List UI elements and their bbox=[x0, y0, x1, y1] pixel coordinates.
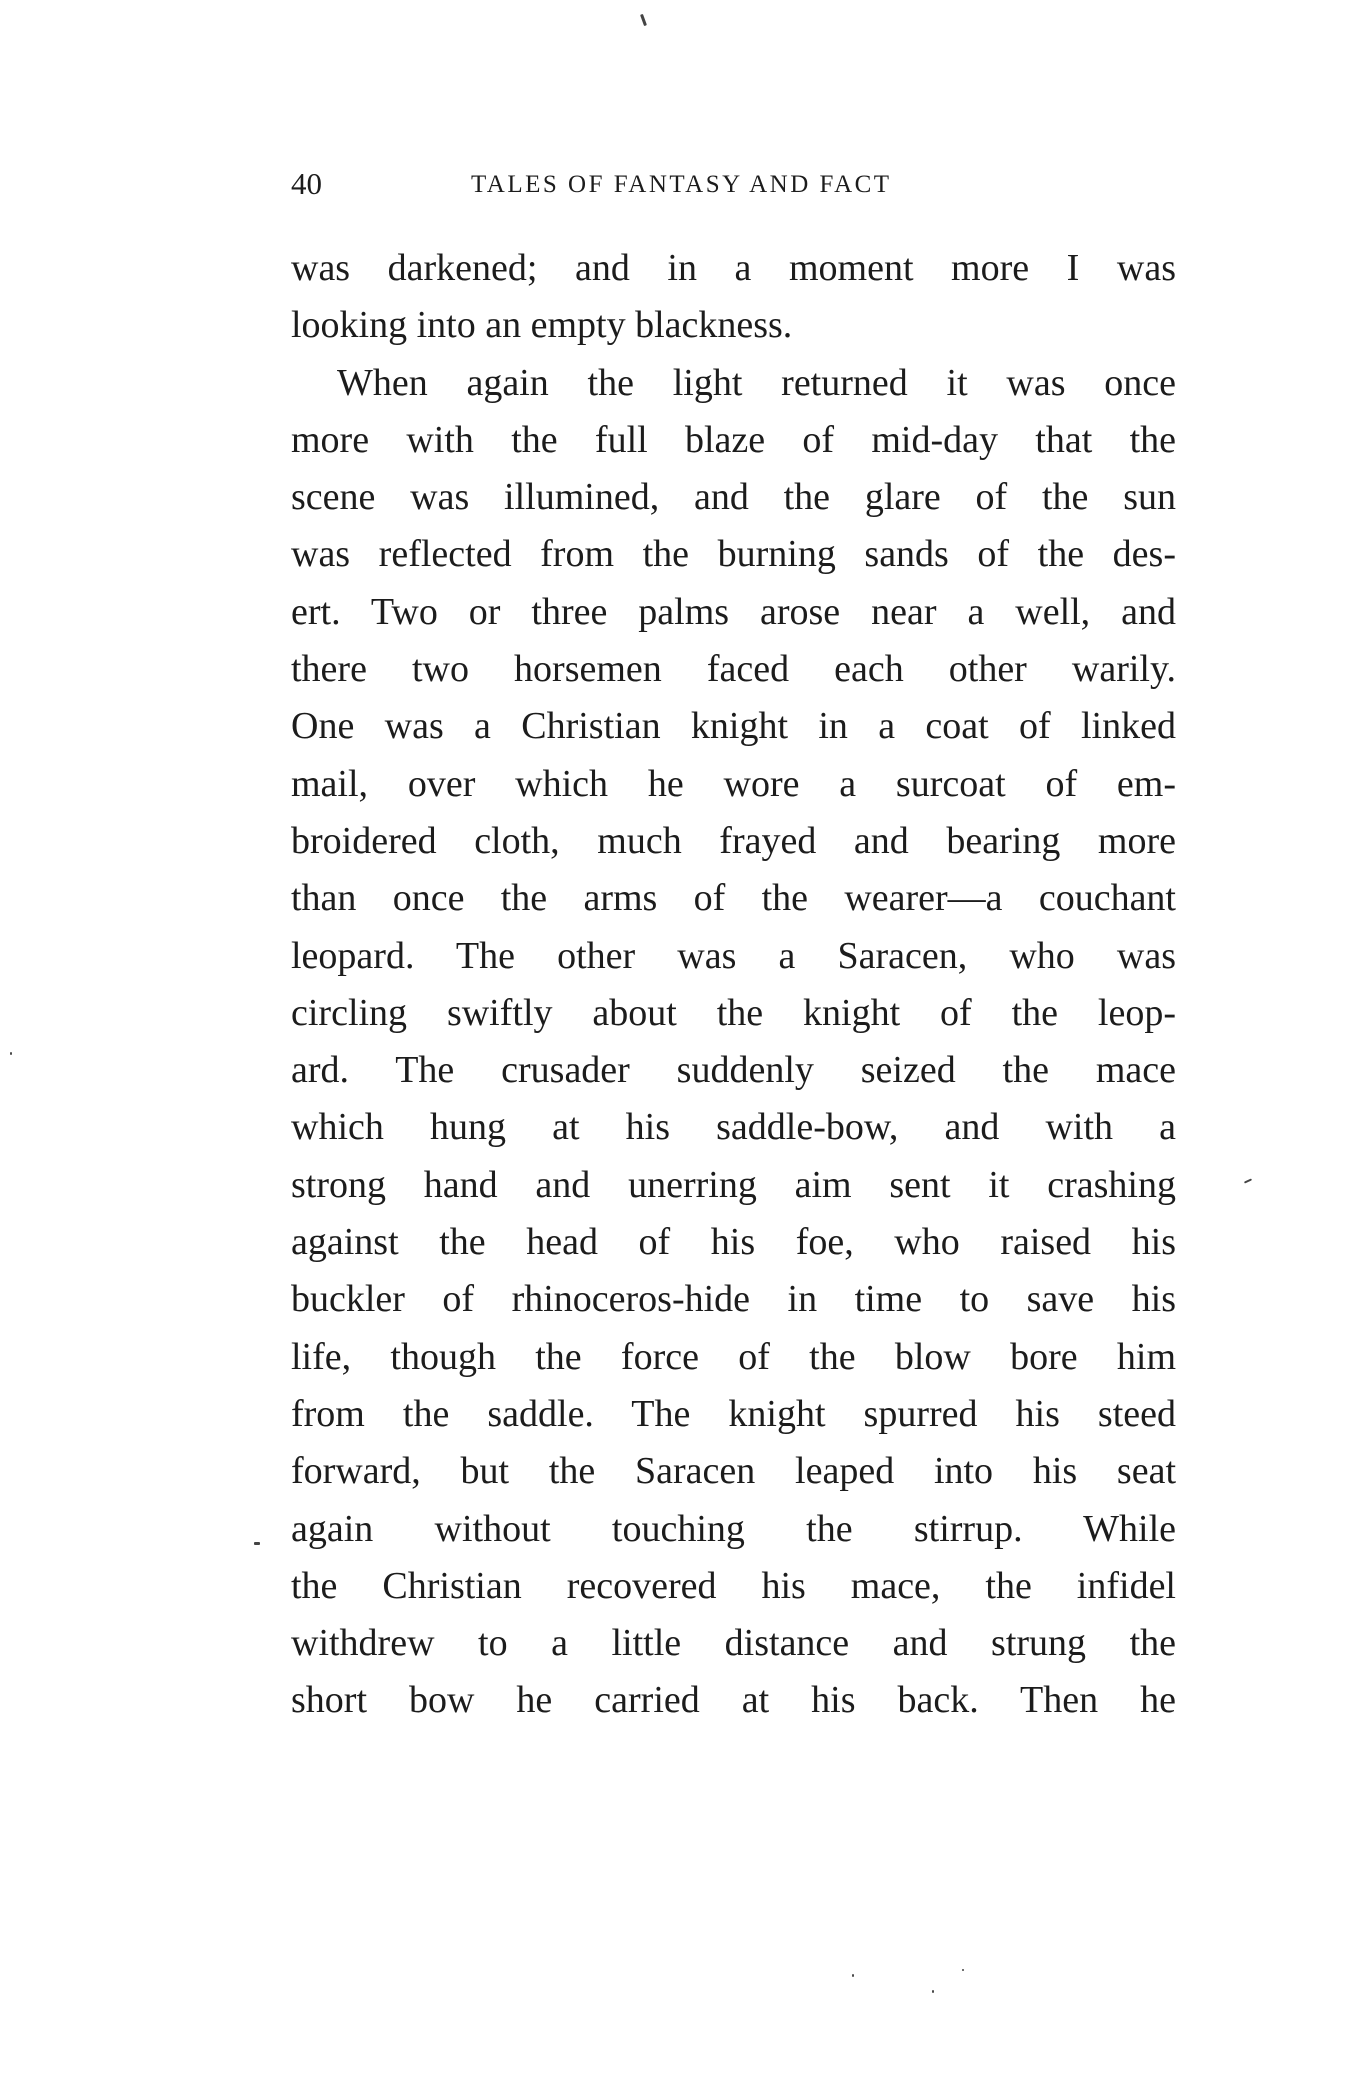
text-line: the Christian recovered his mace, the infidel bbox=[291, 1564, 1176, 1607]
running-title: TALES OF FANTASY AND FACT bbox=[471, 171, 892, 198]
running-head bbox=[291, 164, 1171, 208]
text-line: strong hand and unerring aim sent it crashing bbox=[291, 1163, 1176, 1206]
text-line: withdrew to a little distance and strung the bbox=[291, 1622, 1176, 1665]
text-line: against the head of his foe, who raised his bbox=[291, 1221, 1176, 1264]
text-line: was reflected from the burning sands of the des- bbox=[291, 533, 1176, 576]
text-line: from the saddle. The knight spurred his steed bbox=[291, 1392, 1176, 1435]
text-line: there two horsemen faced each other warily. bbox=[291, 648, 1176, 691]
text-line: ert. Two or three palms arose near a well, and bbox=[291, 590, 1176, 633]
text-line: scene was illumined, and the glare of the sun bbox=[291, 476, 1176, 519]
scan-speck bbox=[640, 14, 647, 26]
text-line: looking into an empty blackness. bbox=[291, 304, 793, 347]
paragraph-start-line: When again the light returned it was once bbox=[337, 361, 1176, 404]
scan-speck bbox=[962, 1969, 964, 1971]
page-number: 40 bbox=[291, 166, 322, 201]
scan-speck bbox=[932, 1990, 934, 1993]
text-line: circling swiftly about the knight of the leop- bbox=[291, 991, 1176, 1034]
scan-speck bbox=[852, 1974, 854, 1977]
text-line: life, though the force of the blow bore him bbox=[291, 1335, 1176, 1378]
text-line: which hung at his saddle-bow, and with a bbox=[291, 1106, 1176, 1149]
scan-speck bbox=[1244, 1178, 1252, 1183]
text-line: leopard. The other was a Saracen, who was bbox=[291, 934, 1176, 977]
text-line: forward, but the Saracen leaped into his seat bbox=[291, 1450, 1176, 1493]
body-text bbox=[291, 240, 1176, 1730]
text-line: mail, over which he wore a surcoat of em- bbox=[291, 762, 1176, 805]
text-line: buckler of rhinoceros-hide in time to save his bbox=[291, 1278, 1176, 1321]
text-line: One was a Christian knight in a coat of linked bbox=[291, 705, 1176, 748]
text-line: again without touching the stirrup. While bbox=[291, 1507, 1176, 1550]
scan-speck bbox=[254, 1542, 260, 1545]
text-line: short bow he carried at his back. Then he bbox=[291, 1679, 1176, 1722]
text-line: than once the arms of the wearer—a couchant bbox=[291, 877, 1176, 920]
text-line: ard. The crusader suddenly seized the mace bbox=[291, 1049, 1176, 1092]
text-line: was darkened; and in a moment more I was bbox=[291, 247, 1176, 289]
text-line: more with the full blaze of mid-day that the bbox=[291, 418, 1176, 461]
text-line: broidered cloth, much frayed and bearing more bbox=[291, 819, 1176, 862]
scan-speck bbox=[10, 1052, 12, 1055]
